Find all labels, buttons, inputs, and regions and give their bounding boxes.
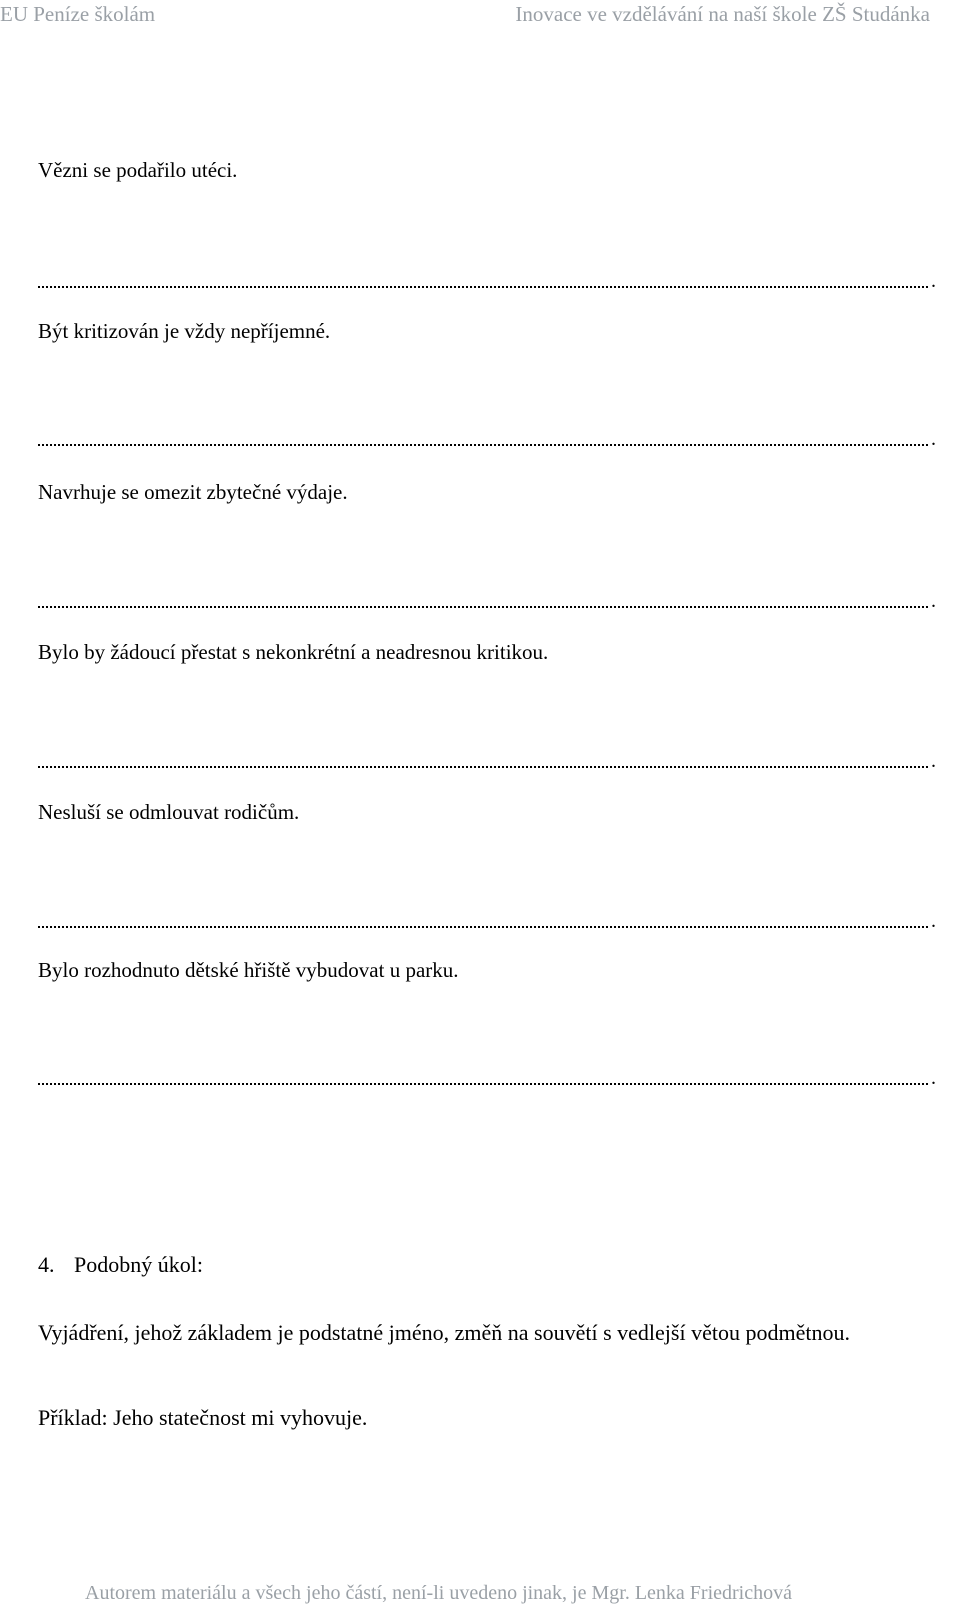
task-example: Příklad: Jeho statečnost mi vyhovuje. bbox=[38, 1405, 368, 1430]
exercise-sentence-2: Být kritizován je vždy nepříjemné. bbox=[38, 319, 331, 343]
answer-line-3[interactable] bbox=[38, 590, 936, 612]
answer-line-2[interactable] bbox=[38, 428, 936, 450]
task-instruction: Vyjádření, jehož základem je podstatné jméno, změň na souvětí s vedlejší větou podmětnou. bbox=[38, 1320, 850, 1345]
answer-end-dot: . bbox=[931, 910, 936, 932]
exercise-sentence-1: Vězni se podařilo utéci. bbox=[38, 158, 238, 182]
exercise-sentence-5: Nesluší se odmlouvat rodičům. bbox=[38, 800, 300, 824]
exercise-sentence-4: Bylo by žádoucí přestat s nekonkrétní a neadresnou kritikou. bbox=[38, 640, 549, 664]
answer-line-5[interactable] bbox=[38, 910, 936, 932]
task-title: Podobný úkol: bbox=[74, 1252, 203, 1277]
answer-line-1[interactable] bbox=[38, 270, 936, 292]
answer-end-dot: . bbox=[931, 590, 936, 612]
answer-end-dot: . bbox=[931, 1067, 936, 1089]
header-project-name: Inovace ve vzdělávání na naší škole ZŠ Studánka bbox=[515, 2, 930, 26]
task-number: 4. bbox=[38, 1252, 55, 1277]
exercise-sentence-3: Navrhuje se omezit zbytečné výdaje. bbox=[38, 480, 348, 504]
answer-end-dot: . bbox=[931, 750, 936, 772]
answer-line-4[interactable] bbox=[38, 750, 936, 772]
task-heading bbox=[38, 1252, 203, 1278]
answer-end-dot: . bbox=[931, 428, 936, 450]
answer-end-dot: . bbox=[931, 270, 936, 292]
answer-line-6[interactable] bbox=[38, 1067, 936, 1089]
exercise-sentence-6: Bylo rozhodnuto dětské hřiště vybudovat u parku. bbox=[38, 958, 459, 982]
header-program-name: EU Peníze školám bbox=[0, 2, 156, 26]
page-footer: Autorem materiálu a všech jeho částí, není-li uvedeno jinak, je Mgr. Lenka Friedrichová bbox=[85, 1582, 792, 1604]
